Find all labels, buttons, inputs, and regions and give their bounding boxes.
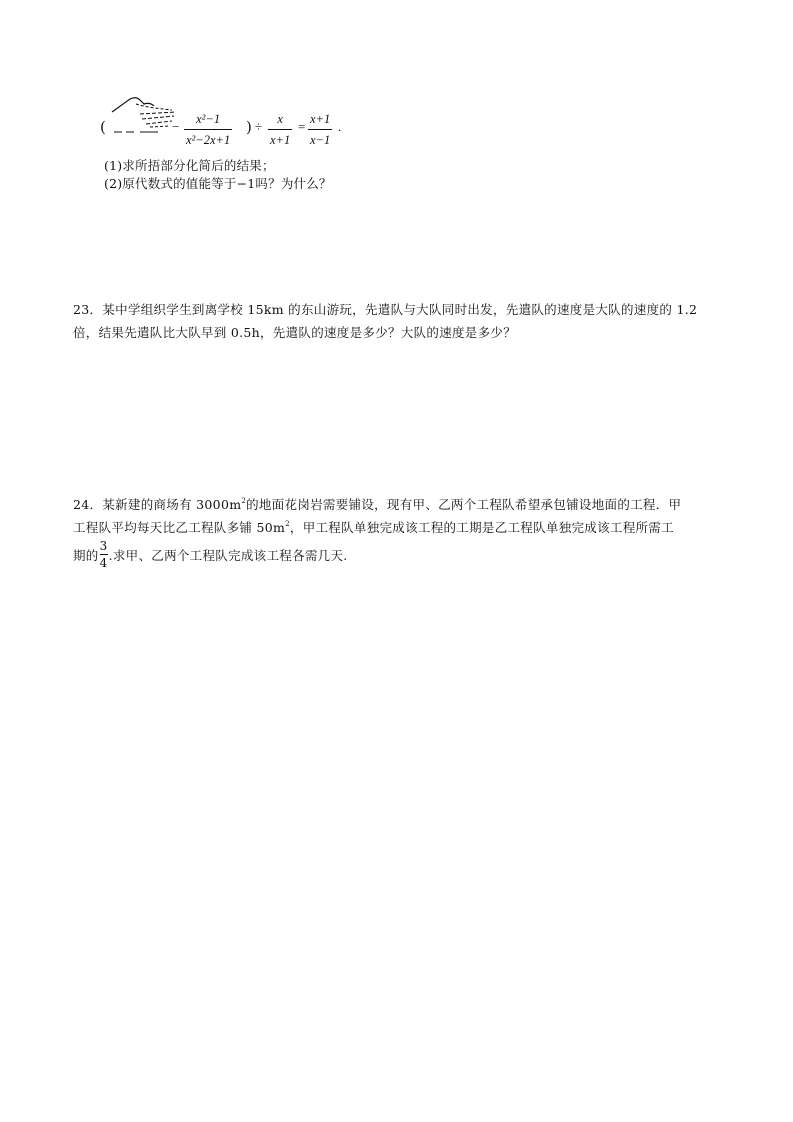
problem24 — [73, 493, 723, 571]
fraction3-denominator: x−1 — [310, 132, 331, 147]
fraction1-numerator: x²−1 — [196, 112, 221, 126]
fraction-x2-minus-1-over-x2-minus-2x-plus-1 — [184, 113, 232, 146]
problem22-equation — [100, 96, 360, 156]
fraction-x-over-x-plus-1 — [268, 113, 292, 146]
problem24-line3 — [73, 539, 723, 571]
fraction-three-quarters — [100, 540, 108, 569]
covering-hand-illustration — [106, 96, 176, 144]
fraction3-numerator: x+1 — [310, 112, 331, 126]
problem24-line1-end: 的地面花岗岩需要铺设，现有甲、乙两个工程队希望承包铺设地面的工程．甲 — [246, 497, 682, 512]
problem24-line3-end: .求甲、乙两个工程队完成该工程各需几天. — [108, 548, 348, 563]
minus-sign: − — [172, 119, 180, 134]
fraction2-denominator: x+1 — [270, 132, 291, 147]
fraction1-denominator: x²−2x+1 — [186, 132, 231, 147]
problem24-line2-start: 工程队平均每天比乙工程队多铺 50m — [73, 520, 286, 535]
open-paren: ( — [100, 118, 106, 136]
problem22-question1: (1)求所捂部分化简后的结果； — [104, 158, 275, 173]
problem24-line2-end: ，甲工程队单独完成该工程的工期是乙工程队单独完成该工程所需工 — [289, 520, 674, 535]
problem24-line1-start: 24．某新建的商场有 3000m — [73, 497, 242, 512]
fraction2-numerator: x — [277, 112, 283, 126]
problem23-line2: 倍，结果先遣队比大队早到 0.5h，先遣队的速度是多少？大队的速度是多少？ — [73, 325, 517, 340]
problem23-line1: 23．某中学组织学生到离学校 15km 的东山游玩，先遣队与大队同时出发，先遣队的速度是大队的速度的 1.2 — [73, 302, 698, 317]
period: . — [338, 119, 342, 134]
area-unit-exponent: 2 — [241, 497, 247, 505]
problem23 — [73, 298, 723, 344]
fraction-x-plus-1-over-x-minus-1 — [308, 113, 332, 146]
problem24-line2 — [73, 516, 723, 539]
problem24-line1 — [73, 493, 723, 516]
problem22-question2: (2)原代数式的值能等于−1吗？为什么？ — [104, 176, 332, 191]
fraction-denominator: 4 — [99, 556, 108, 570]
equals-sign: = — [298, 119, 306, 134]
close-paren: ) — [246, 118, 252, 136]
divide-sign: ÷ — [255, 119, 263, 134]
area-unit-exponent: 2 — [285, 520, 290, 528]
problem24-line3-start: 期的 — [73, 548, 99, 563]
fraction-numerator: 3 — [99, 539, 108, 553]
